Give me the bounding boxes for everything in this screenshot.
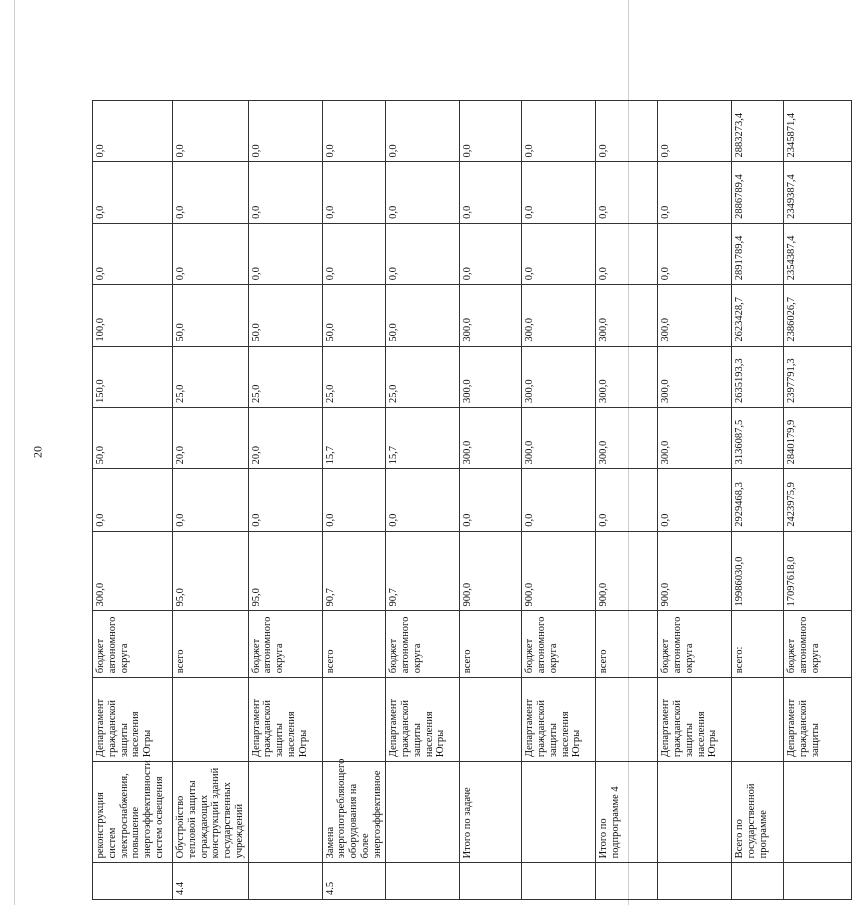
row-number: 4.5: [322, 863, 386, 900]
value-cell: 2397791,3: [784, 346, 852, 407]
value-cell: 50,0: [248, 285, 322, 346]
row-number: [658, 863, 732, 900]
table-row: [386, 101, 460, 900]
value-cell: 50,0: [386, 285, 460, 346]
value-cell: 2623428,7: [732, 285, 784, 346]
row-number: [784, 863, 852, 900]
page-number: 20: [30, 446, 45, 458]
value-cell: 300,0: [93, 531, 173, 611]
value-cell: 15,7: [386, 407, 460, 468]
value-cell: 2354387,4: [784, 223, 852, 284]
value-cell: 0,0: [386, 223, 460, 284]
value-cell: 900,0: [522, 531, 596, 611]
funding-source: бюджет автономного округа: [248, 611, 322, 678]
value-cell: 0,0: [248, 223, 322, 284]
value-cell: 2386026,7: [784, 285, 852, 346]
executor: Департамент гражданской защиты населения Югры: [658, 678, 732, 762]
measure-name: Замена энергопотребляющего оборудования на более энергоэффективное: [322, 762, 386, 863]
table-row: [460, 101, 522, 900]
value-cell: 2349387,4: [784, 162, 852, 223]
funding-source: бюджет автономного округа: [784, 611, 852, 678]
value-cell: 300,0: [522, 346, 596, 407]
executor: [460, 678, 522, 762]
value-cell: 2891789,4: [732, 223, 784, 284]
row-number: [732, 863, 784, 900]
row-number: [522, 863, 596, 900]
value-cell: 25,0: [322, 346, 386, 407]
measure-name: Итого по подпрограмме 4: [596, 762, 658, 863]
measure-name: [248, 762, 322, 863]
value-cell: 90,7: [386, 531, 460, 611]
value-cell: 0,0: [248, 469, 322, 531]
value-cell: 2886789,4: [732, 162, 784, 223]
value-cell: 0,0: [522, 162, 596, 223]
value-cell: 25,0: [173, 346, 249, 407]
measure-name: [658, 762, 732, 863]
value-cell: 0,0: [322, 162, 386, 223]
value-cell: 17097618,0: [784, 531, 852, 611]
value-cell: 0,0: [460, 469, 522, 531]
table-row: [522, 101, 596, 900]
value-cell: 300,0: [596, 285, 658, 346]
value-cell: 0,0: [386, 162, 460, 223]
value-cell: 0,0: [522, 101, 596, 162]
table-row: [596, 101, 658, 900]
table-row: [93, 101, 173, 900]
value-cell: 25,0: [386, 346, 460, 407]
value-cell: 300,0: [460, 407, 522, 468]
value-cell: 25,0: [248, 346, 322, 407]
executor: Департамент гражданской защиты населения Югры: [248, 678, 322, 762]
rotated-table-container: [92, 100, 821, 900]
value-cell: 2635193,3: [732, 346, 784, 407]
value-cell: 0,0: [460, 162, 522, 223]
executor: Департамент гражданской защиты населения Югры: [386, 678, 460, 762]
value-cell: 90,7: [322, 531, 386, 611]
measure-name: [386, 762, 460, 863]
value-cell: 300,0: [658, 285, 732, 346]
value-cell: 20,0: [248, 407, 322, 468]
table-row: [173, 101, 249, 900]
funding-source: всего: [173, 611, 249, 678]
measure-name: [522, 762, 596, 863]
value-cell: 3136087,5: [732, 407, 784, 468]
value-cell: 0,0: [658, 162, 732, 223]
value-cell: 0,0: [596, 101, 658, 162]
value-cell: 50,0: [322, 285, 386, 346]
value-cell: 2929468,3: [732, 469, 784, 531]
value-cell: 95,0: [248, 531, 322, 611]
value-cell: 50,0: [173, 285, 249, 346]
value-cell: 2840179,9: [784, 407, 852, 468]
value-cell: 100,0: [93, 285, 173, 346]
value-cell: 0,0: [460, 223, 522, 284]
value-cell: 300,0: [658, 346, 732, 407]
value-cell: 20,0: [173, 407, 249, 468]
value-cell: 0,0: [522, 469, 596, 531]
executor: [732, 678, 784, 762]
value-cell: 0,0: [248, 101, 322, 162]
value-cell: 0,0: [322, 101, 386, 162]
table-row: [784, 101, 852, 900]
value-cell: 0,0: [596, 469, 658, 531]
value-cell: 0,0: [93, 223, 173, 284]
value-cell: 0,0: [93, 469, 173, 531]
value-cell: 900,0: [658, 531, 732, 611]
row-number: [93, 863, 173, 900]
table-row: [248, 101, 322, 900]
measure-name: реконструкция систем электроснабжения, повышение энергоэффективности систем освещения: [93, 762, 173, 863]
value-cell: 300,0: [658, 407, 732, 468]
funding-source: бюджет автономного округа: [522, 611, 596, 678]
value-cell: 0,0: [522, 223, 596, 284]
executor: [173, 678, 249, 762]
funding-source: всего: [596, 611, 658, 678]
value-cell: 0,0: [173, 469, 249, 531]
row-number: 4.4: [173, 863, 249, 900]
table-row: [322, 101, 386, 900]
funding-source: всего:: [732, 611, 784, 678]
funding-source: всего: [322, 611, 386, 678]
value-cell: 0,0: [93, 101, 173, 162]
value-cell: 300,0: [522, 285, 596, 346]
row-number: [248, 863, 322, 900]
value-cell: 150,0: [93, 346, 173, 407]
funding-source: бюджет автономного округа: [658, 611, 732, 678]
funding-source: бюджет автономного округа: [93, 611, 173, 678]
value-cell: 19986030,0: [732, 531, 784, 611]
measure-name: [784, 762, 852, 863]
value-cell: 0,0: [173, 101, 249, 162]
measure-name: Всего по государственной программе: [732, 762, 784, 863]
value-cell: 2423975,9: [784, 469, 852, 531]
executor: [596, 678, 658, 762]
value-cell: 0,0: [322, 469, 386, 531]
row-number: [596, 863, 658, 900]
value-cell: 0,0: [596, 223, 658, 284]
value-cell: 0,0: [93, 162, 173, 223]
value-cell: 300,0: [596, 407, 658, 468]
value-cell: 0,0: [386, 469, 460, 531]
value-cell: 0,0: [596, 162, 658, 223]
value-cell: 300,0: [596, 346, 658, 407]
value-cell: 900,0: [460, 531, 522, 611]
funding-source: бюджет автономного округа: [386, 611, 460, 678]
value-cell: 300,0: [460, 285, 522, 346]
row-number: [386, 863, 460, 900]
value-cell: 0,0: [248, 162, 322, 223]
value-cell: 2883273,4: [732, 101, 784, 162]
value-cell: 0,0: [460, 101, 522, 162]
value-cell: 15,7: [322, 407, 386, 468]
executor: Департамент гражданской защиты населения Югры: [93, 678, 173, 762]
value-cell: 0,0: [658, 101, 732, 162]
executor: Департамент гражданской защиты: [784, 678, 852, 762]
value-cell: 300,0: [460, 346, 522, 407]
value-cell: 0,0: [658, 469, 732, 531]
value-cell: 0,0: [658, 223, 732, 284]
measure-name: Обустройство тепловой защиты ограждающих конструкций зданий государственных учреждений: [173, 762, 249, 863]
value-cell: 0,0: [386, 101, 460, 162]
value-cell: 300,0: [522, 407, 596, 468]
budget-table: [92, 100, 852, 900]
table-row: [658, 101, 732, 900]
left-sheet-edge: [14, 0, 15, 905]
executor: Департамент гражданской защиты населения Югры: [522, 678, 596, 762]
value-cell: 2345871,4: [784, 101, 852, 162]
value-cell: 0,0: [173, 223, 249, 284]
table-row: [732, 101, 784, 900]
value-cell: 50,0: [93, 407, 173, 468]
value-cell: 0,0: [173, 162, 249, 223]
value-cell: 95,0: [173, 531, 249, 611]
executor: [322, 678, 386, 762]
row-number: [460, 863, 522, 900]
value-cell: 900,0: [596, 531, 658, 611]
value-cell: 0,0: [322, 223, 386, 284]
funding-source: всего: [460, 611, 522, 678]
measure-name: Итого по задаче: [460, 762, 522, 863]
